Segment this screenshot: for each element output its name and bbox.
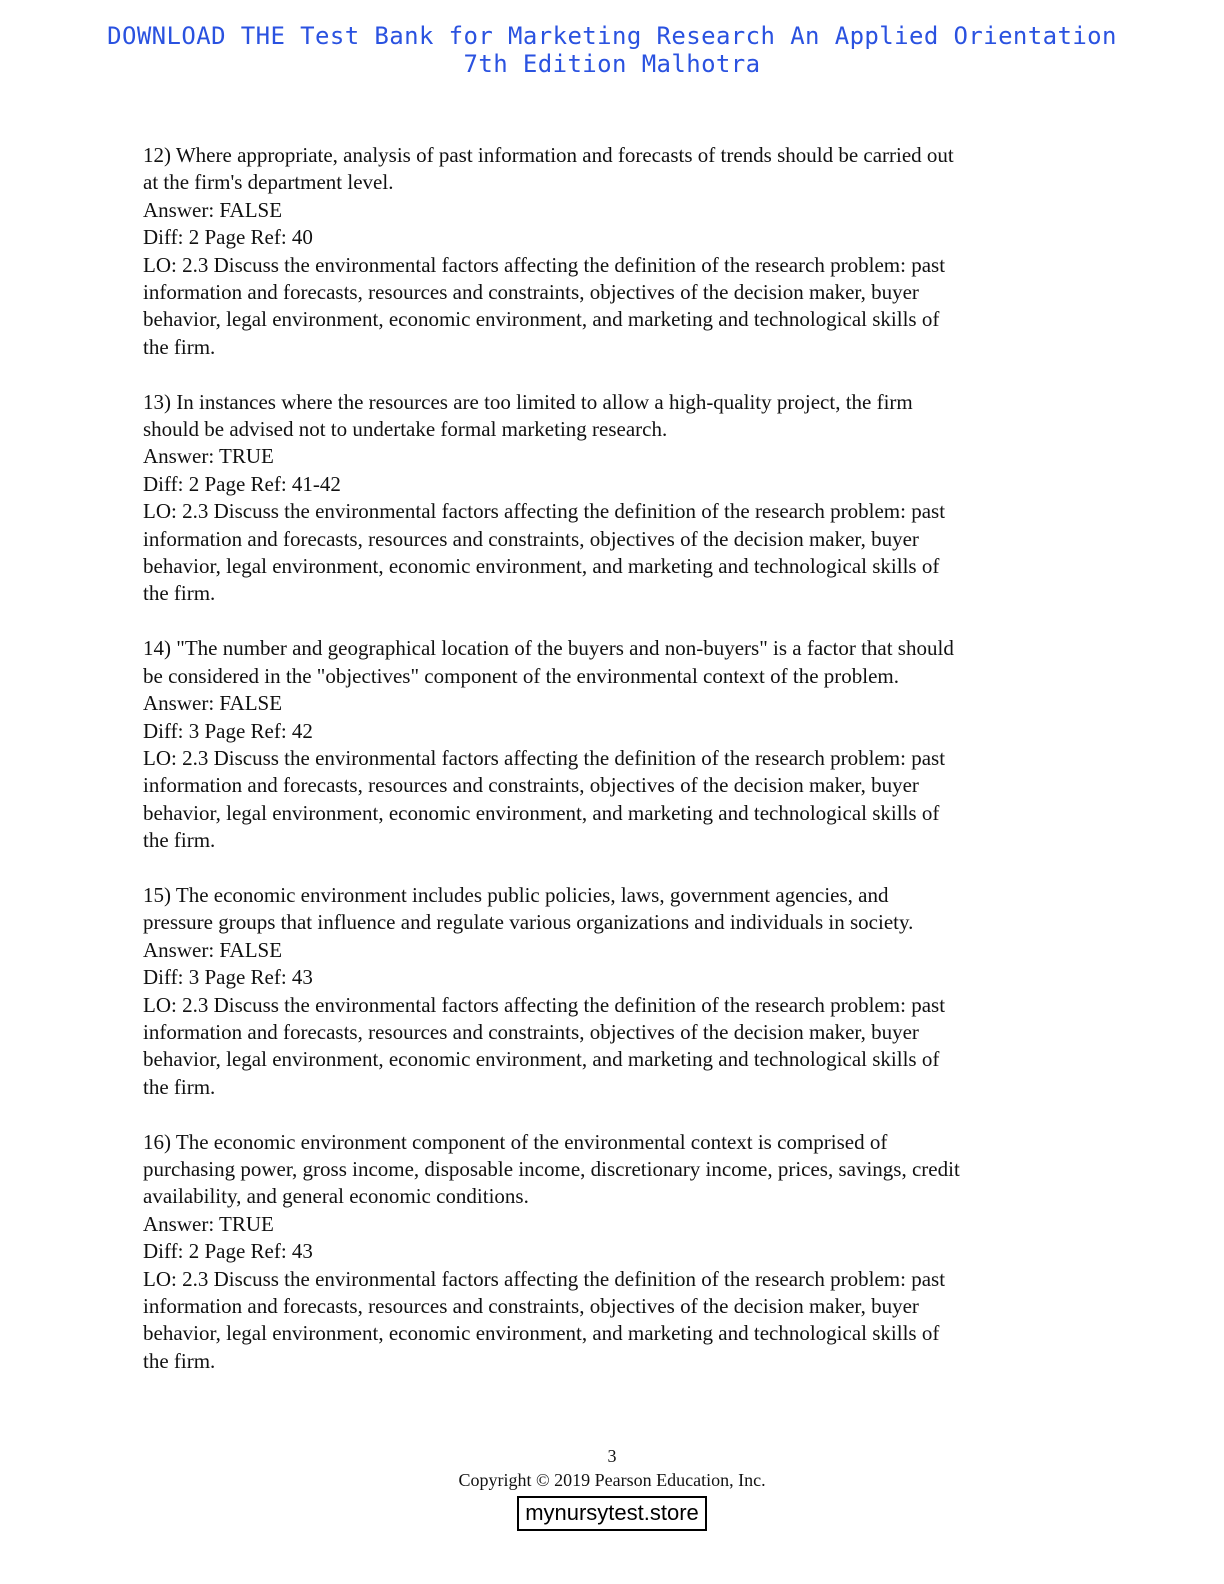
difficulty-line: Diff: 3 Page Ref: 43 [143, 965, 313, 990]
learning-objective-line: behavior, legal environment, economic environment, and marketing and technological skills of [143, 800, 940, 825]
page-footer [0, 1444, 1224, 1531]
learning-objective-line: LO: 2.3 Discuss the environmental factors affecting the definition of the research problem: past [143, 745, 946, 770]
download-link[interactable] [0, 22, 1224, 78]
learning-objective-line: the firm. [143, 581, 216, 606]
question-stem-line: 13) In instances where the resources are too limited to allow a high-quality project, the firm [143, 389, 913, 414]
question-stem-line: should be advised not to undertake formal marketing research. [143, 417, 668, 442]
question-stem-line: availability, and general economic conditions. [143, 1184, 529, 1209]
question-stem-line: purchasing power, gross income, disposable income, discretionary income, prices, savings, credit [143, 1156, 960, 1181]
banner-line-2: 7th Edition Malhotra [463, 50, 761, 78]
answer-line: Answer: FALSE [143, 937, 283, 962]
learning-objective-line: LO: 2.3 Discuss the environmental factors affecting the definition of the research problem: past [143, 499, 946, 524]
watermark-stamp[interactable]: mynursytest.store [517, 1496, 707, 1531]
difficulty-line: Diff: 3 Page Ref: 42 [143, 718, 313, 743]
question-stem-line: 16) The economic environment component of the environmental context is comprised of [143, 1129, 888, 1154]
question-stem-line: at the firm's department level. [143, 170, 394, 195]
learning-objective-line: information and forecasts, resources and constraints, objectives of the decision maker, buyer [143, 1294, 919, 1318]
learning-objective-line: the firm. [143, 1348, 216, 1373]
learning-objective-line: LO: 2.3 Discuss the environmental factors affecting the definition of the research problem: past [143, 1266, 946, 1291]
answer-line: Answer: TRUE [143, 1211, 274, 1236]
question-12 [143, 142, 1083, 361]
copyright-notice: Copyright © 2019 Pearson Education, Inc. [458, 1470, 766, 1490]
question-stem-line: 12) Where appropriate, analysis of past information and forecasts of trends should be carried out [143, 143, 954, 167]
question-13 [143, 389, 1083, 608]
learning-objective-line: information and forecasts, resources and constraints, objectives of the decision maker, buyer [143, 773, 919, 798]
learning-objective-line: information and forecasts, resources and constraints, objectives of the decision maker, buyer [143, 526, 919, 551]
page-number: 3 [607, 1446, 617, 1466]
question-stem-line: 14) "The number and geographical location of the buyers and non-buyers" is a factor that should [143, 636, 954, 661]
difficulty-line: Diff: 2 Page Ref: 43 [143, 1239, 313, 1264]
download-banner[interactable] [0, 22, 1224, 78]
learning-objective-line: the firm. [143, 1074, 216, 1099]
learning-objective-line: information and forecasts, resources and constraints, objectives of the decision maker, buyer [143, 1019, 919, 1044]
question-14 [143, 635, 1083, 854]
learning-objective-line: behavior, legal environment, economic environment, and marketing and technological skills of [143, 307, 940, 332]
learning-objective-line: LO: 2.3 Discuss the environmental factors affecting the definition of the research problem: past [143, 252, 946, 277]
answer-line: Answer: TRUE [143, 444, 274, 469]
learning-objective-line: the firm. [143, 828, 216, 853]
learning-objective-line: behavior, legal environment, economic environment, and marketing and technological skills of [143, 554, 940, 579]
question-16 [143, 1129, 1083, 1376]
answer-line: Answer: FALSE [143, 197, 283, 222]
learning-objective-line: behavior, legal environment, economic environment, and marketing and technological skills of [143, 1321, 940, 1346]
question-list [143, 142, 1083, 1403]
difficulty-line: Diff: 2 Page Ref: 40 [143, 225, 313, 250]
difficulty-line: Diff: 2 Page Ref: 41-42 [143, 471, 341, 496]
banner-line-1: DOWNLOAD THE Test Bank for Marketing Research An Applied Orientation [107, 22, 1117, 50]
question-15 [143, 882, 1083, 1101]
answer-line: Answer: FALSE [143, 691, 283, 716]
learning-objective-line: behavior, legal environment, economic environment, and marketing and technological skills of [143, 1047, 940, 1072]
question-stem-line: pressure groups that influence and regulate various organizations and individuals in society. [143, 910, 914, 935]
question-stem-line: 15) The economic environment includes public policies, laws, government agencies, and [143, 882, 889, 907]
learning-objective-line: LO: 2.3 Discuss the environmental factors affecting the definition of the research problem: past [143, 992, 946, 1017]
learning-objective-line: the firm. [143, 334, 216, 359]
learning-objective-line: information and forecasts, resources and constraints, objectives of the decision maker, buyer [143, 280, 919, 305]
question-stem-line: be considered in the "objectives" component of the environmental context of the problem. [143, 663, 899, 688]
